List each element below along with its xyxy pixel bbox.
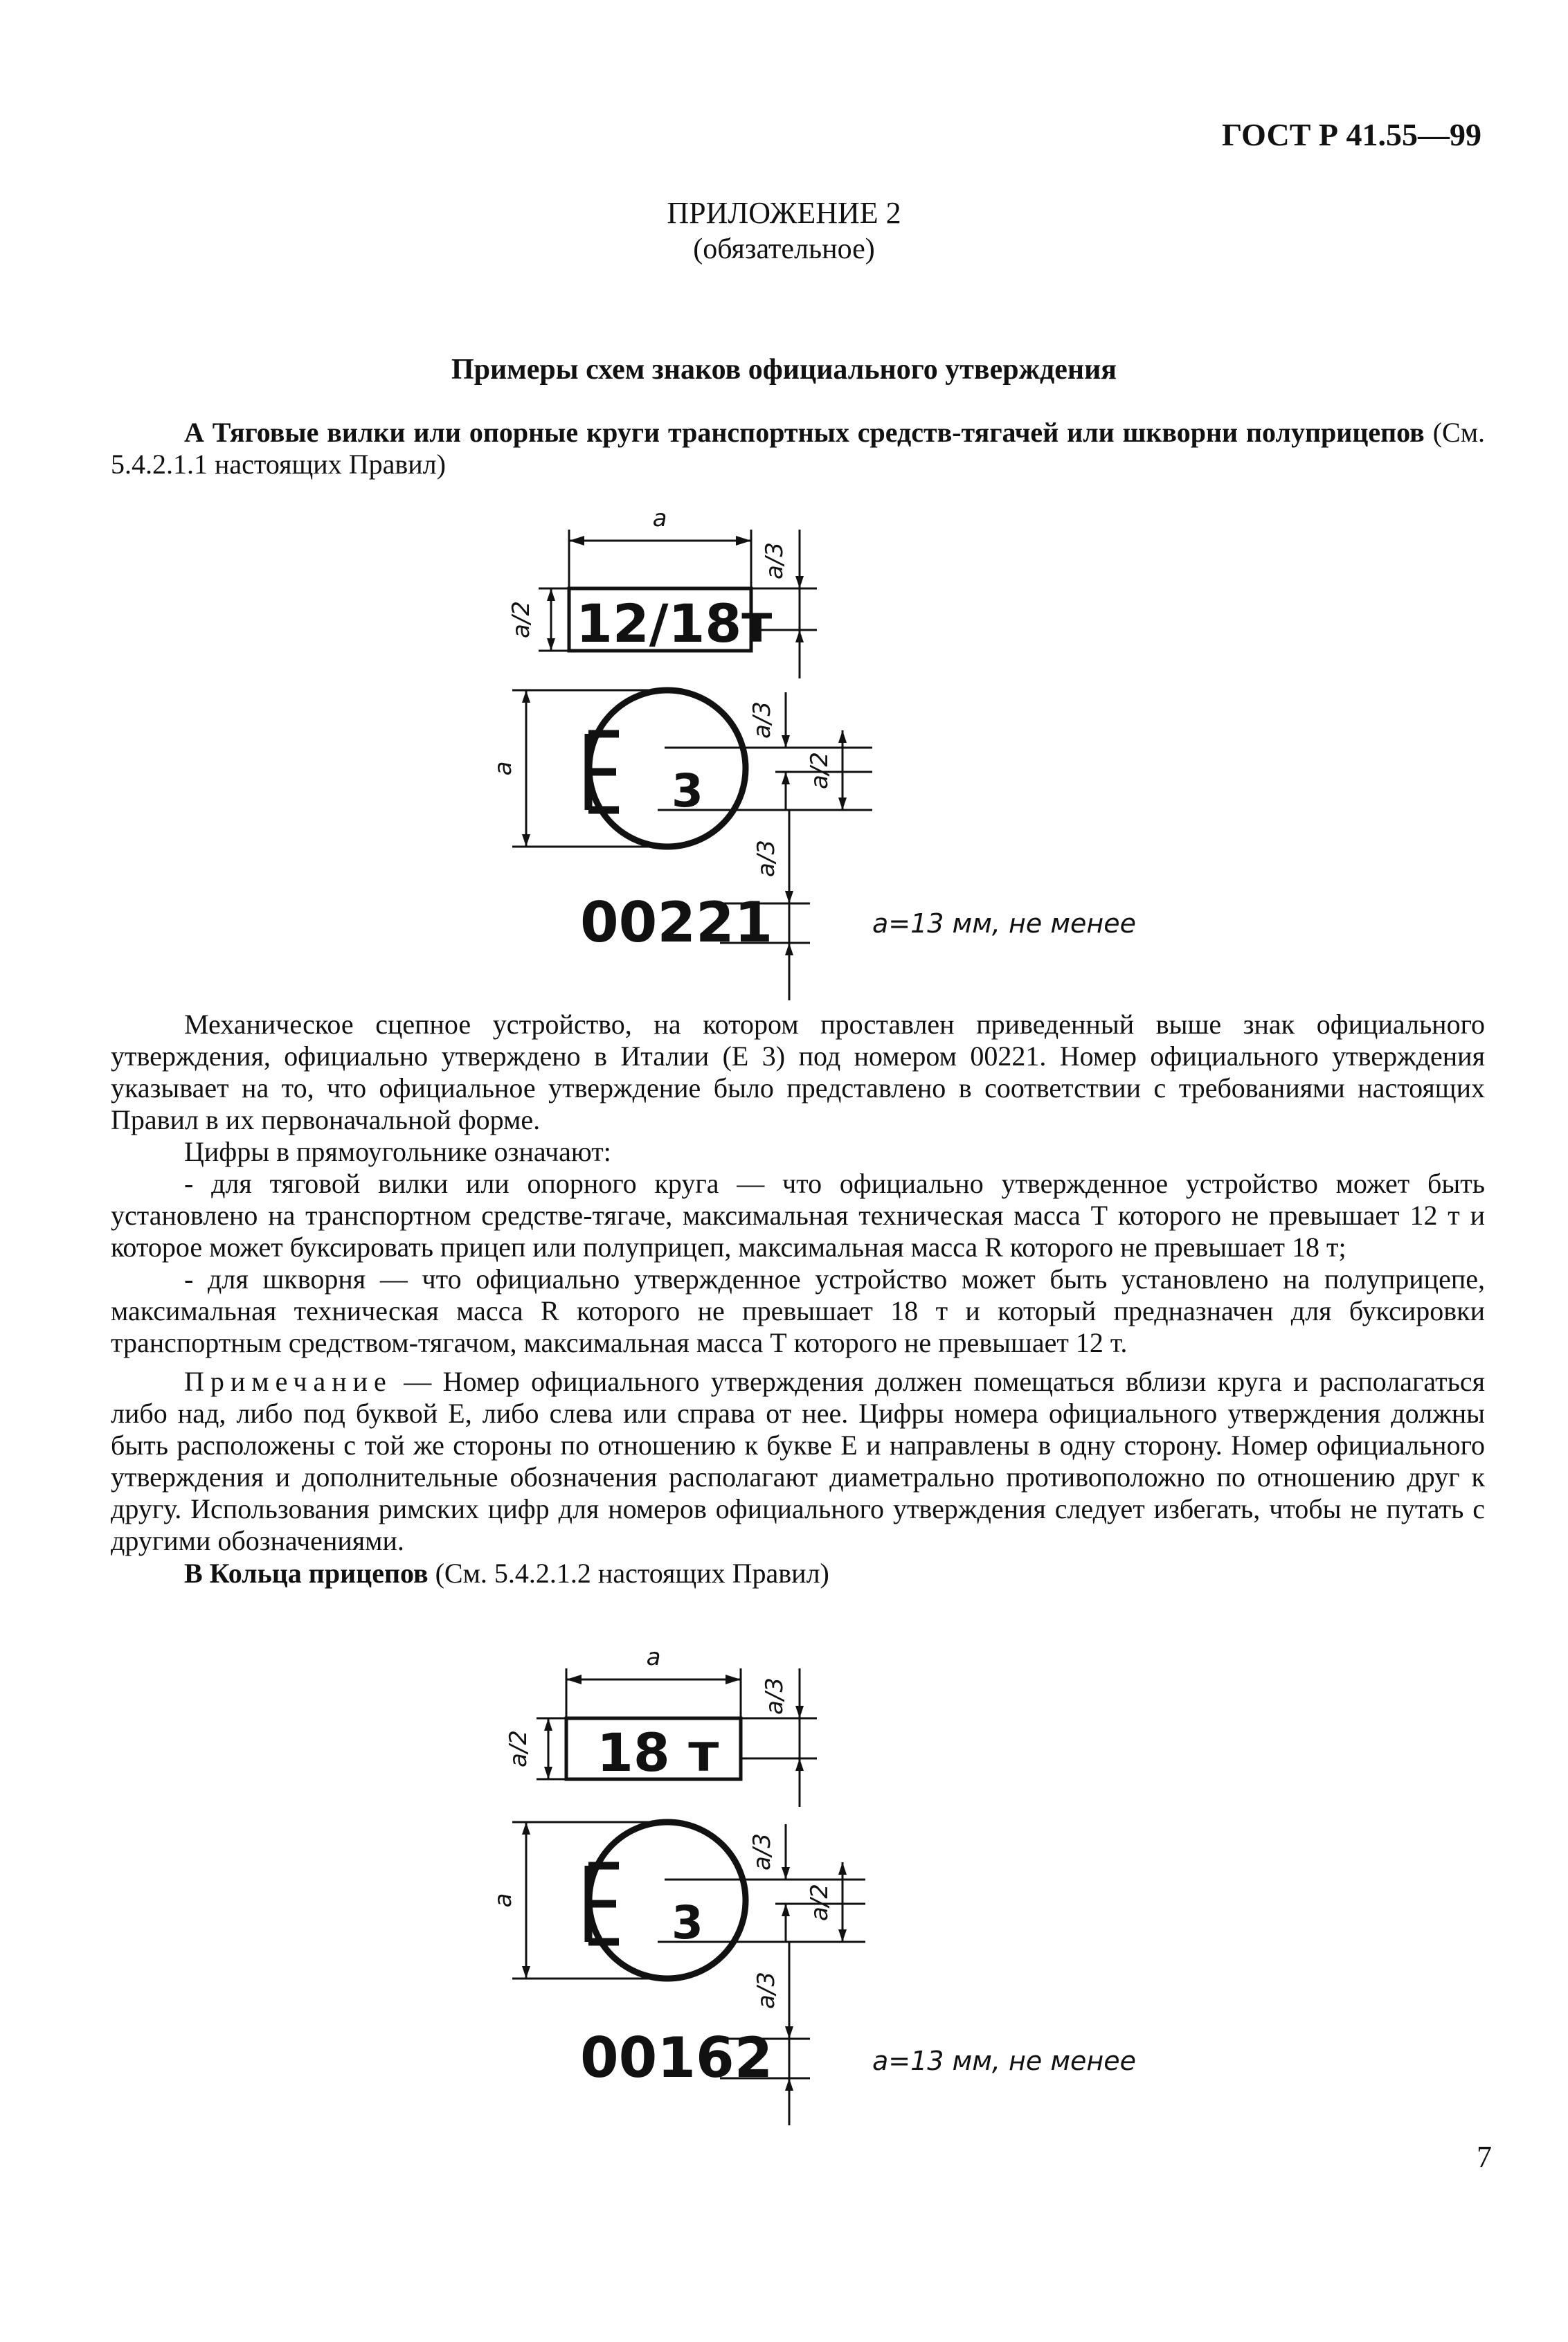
dim-a3-circle: a/3 <box>748 701 776 739</box>
size-note: a=13 мм, не менее <box>872 908 1137 939</box>
approval-number: 00162 <box>580 2026 773 2090</box>
dim-a3-number: a/3 <box>753 840 780 877</box>
section-title: Примеры схем знаков официального утверждения <box>451 354 1117 386</box>
approval-number: 00221 <box>580 890 773 955</box>
note-text: — Номер официального утверждения должен помещаться вблизи круга и располагаться либо над, либо под буквой Е, либо слева или справа от нее. Цифры номера официального утверждения должны быть расположены с той же стороны по отношению к букве Е и направлены в одну сторону. Номер официального утверждения и дополнительные обозначения располагают диаметрально противоположно по отношению друг к другу. Использования римских цифр для номеров официального утверждения следует избегать, чтобы не путать с другими обозначениями. <box>111 1366 1485 1556</box>
document-code: ГОСТ Р 41.55—99 <box>1222 117 1481 152</box>
paragraph-3: - для тяговой вилки или опорного круга — что официально утвержденное устройство может быть установлено на транспортном средстве-тягаче, максимальная техническая масса Т которого не превышает 12 т и которое может буксировать прицеп или полуприцеп, максимальная масса R которого не превышает 18 т; <box>111 1168 1485 1263</box>
note-paragraph <box>111 1366 1485 1557</box>
part-a-heading-bold: А Тяговые вилки или опорные круги транспортных средств-тягачей или шкворни полуприцепов <box>184 417 1425 448</box>
paragraph-4: - для шкворня — что официально утвержденное устройство может быть установлено на полуприцепе, максимальная техническая масса R которого не превышает 18 т и который предназначен для буксировки транспортным средством-тягачом, максимальная масса Т которого не превышает 12 т. <box>111 1263 1485 1358</box>
appendix-title: ПРИЛОЖЕНИЕ 2 <box>667 196 901 230</box>
rect-mark-text: 12/18т <box>576 593 773 654</box>
dim-a2-circle: a/2 <box>806 752 833 789</box>
dim-a-top: a <box>646 1643 661 1671</box>
appendix-subtitle: (обязательное) <box>693 233 875 265</box>
approval-mark-diagram-a <box>415 502 1177 1000</box>
size-note: a=13 мм, не менее <box>872 2046 1137 2076</box>
dim-a3-number: a/3 <box>753 1972 780 2009</box>
dim-a3-circle: a/3 <box>748 1833 776 1871</box>
dim-a2-circle: a/2 <box>806 1884 833 1921</box>
rect-mark-text: 18 т <box>597 1722 719 1783</box>
dim-a2-rect: a/2 <box>505 1730 532 1767</box>
dim-a3-rect: a/3 <box>761 1677 788 1715</box>
circle-number: 3 <box>672 1896 703 1949</box>
note-label: Примечание <box>184 1366 393 1397</box>
part-b-heading-rest: (См. 5.4.2.1.2 настоящих Правил) <box>428 1558 829 1589</box>
dim-a-circle: a <box>489 1893 517 1908</box>
page-number: 7 <box>1477 2140 1492 2174</box>
approval-mark-diagram-b <box>415 1641 1177 2125</box>
part-a-heading <box>111 417 1485 480</box>
part-a-heading-rest: (См. 5.4.2.1.1 настоящих Правил) <box>111 417 1486 480</box>
part-b-heading-bold: В Кольца прицепов <box>184 1558 429 1589</box>
paragraph-1: Механическое сцепное устройство, на котором проставлен приведенный выше знак официального утверждения, официально утверждено в Италии (Е 3) под номером 00221. Номер официального утверждения указывает на то, что официальное утверждение было представлено в соответствии с требованиями настоящих Правил в их первоначальной форме. <box>111 1009 1485 1135</box>
dim-a3-rect: a/3 <box>761 542 788 579</box>
circle-number: 3 <box>672 764 703 818</box>
dim-a-circle: a <box>489 761 517 776</box>
paragraph-2: Цифры в прямоугольнике означают: <box>184 1136 611 1167</box>
part-b-heading <box>111 1558 1485 1589</box>
dim-a-top: a <box>652 505 667 532</box>
dim-a2-rect: a/2 <box>507 601 535 638</box>
